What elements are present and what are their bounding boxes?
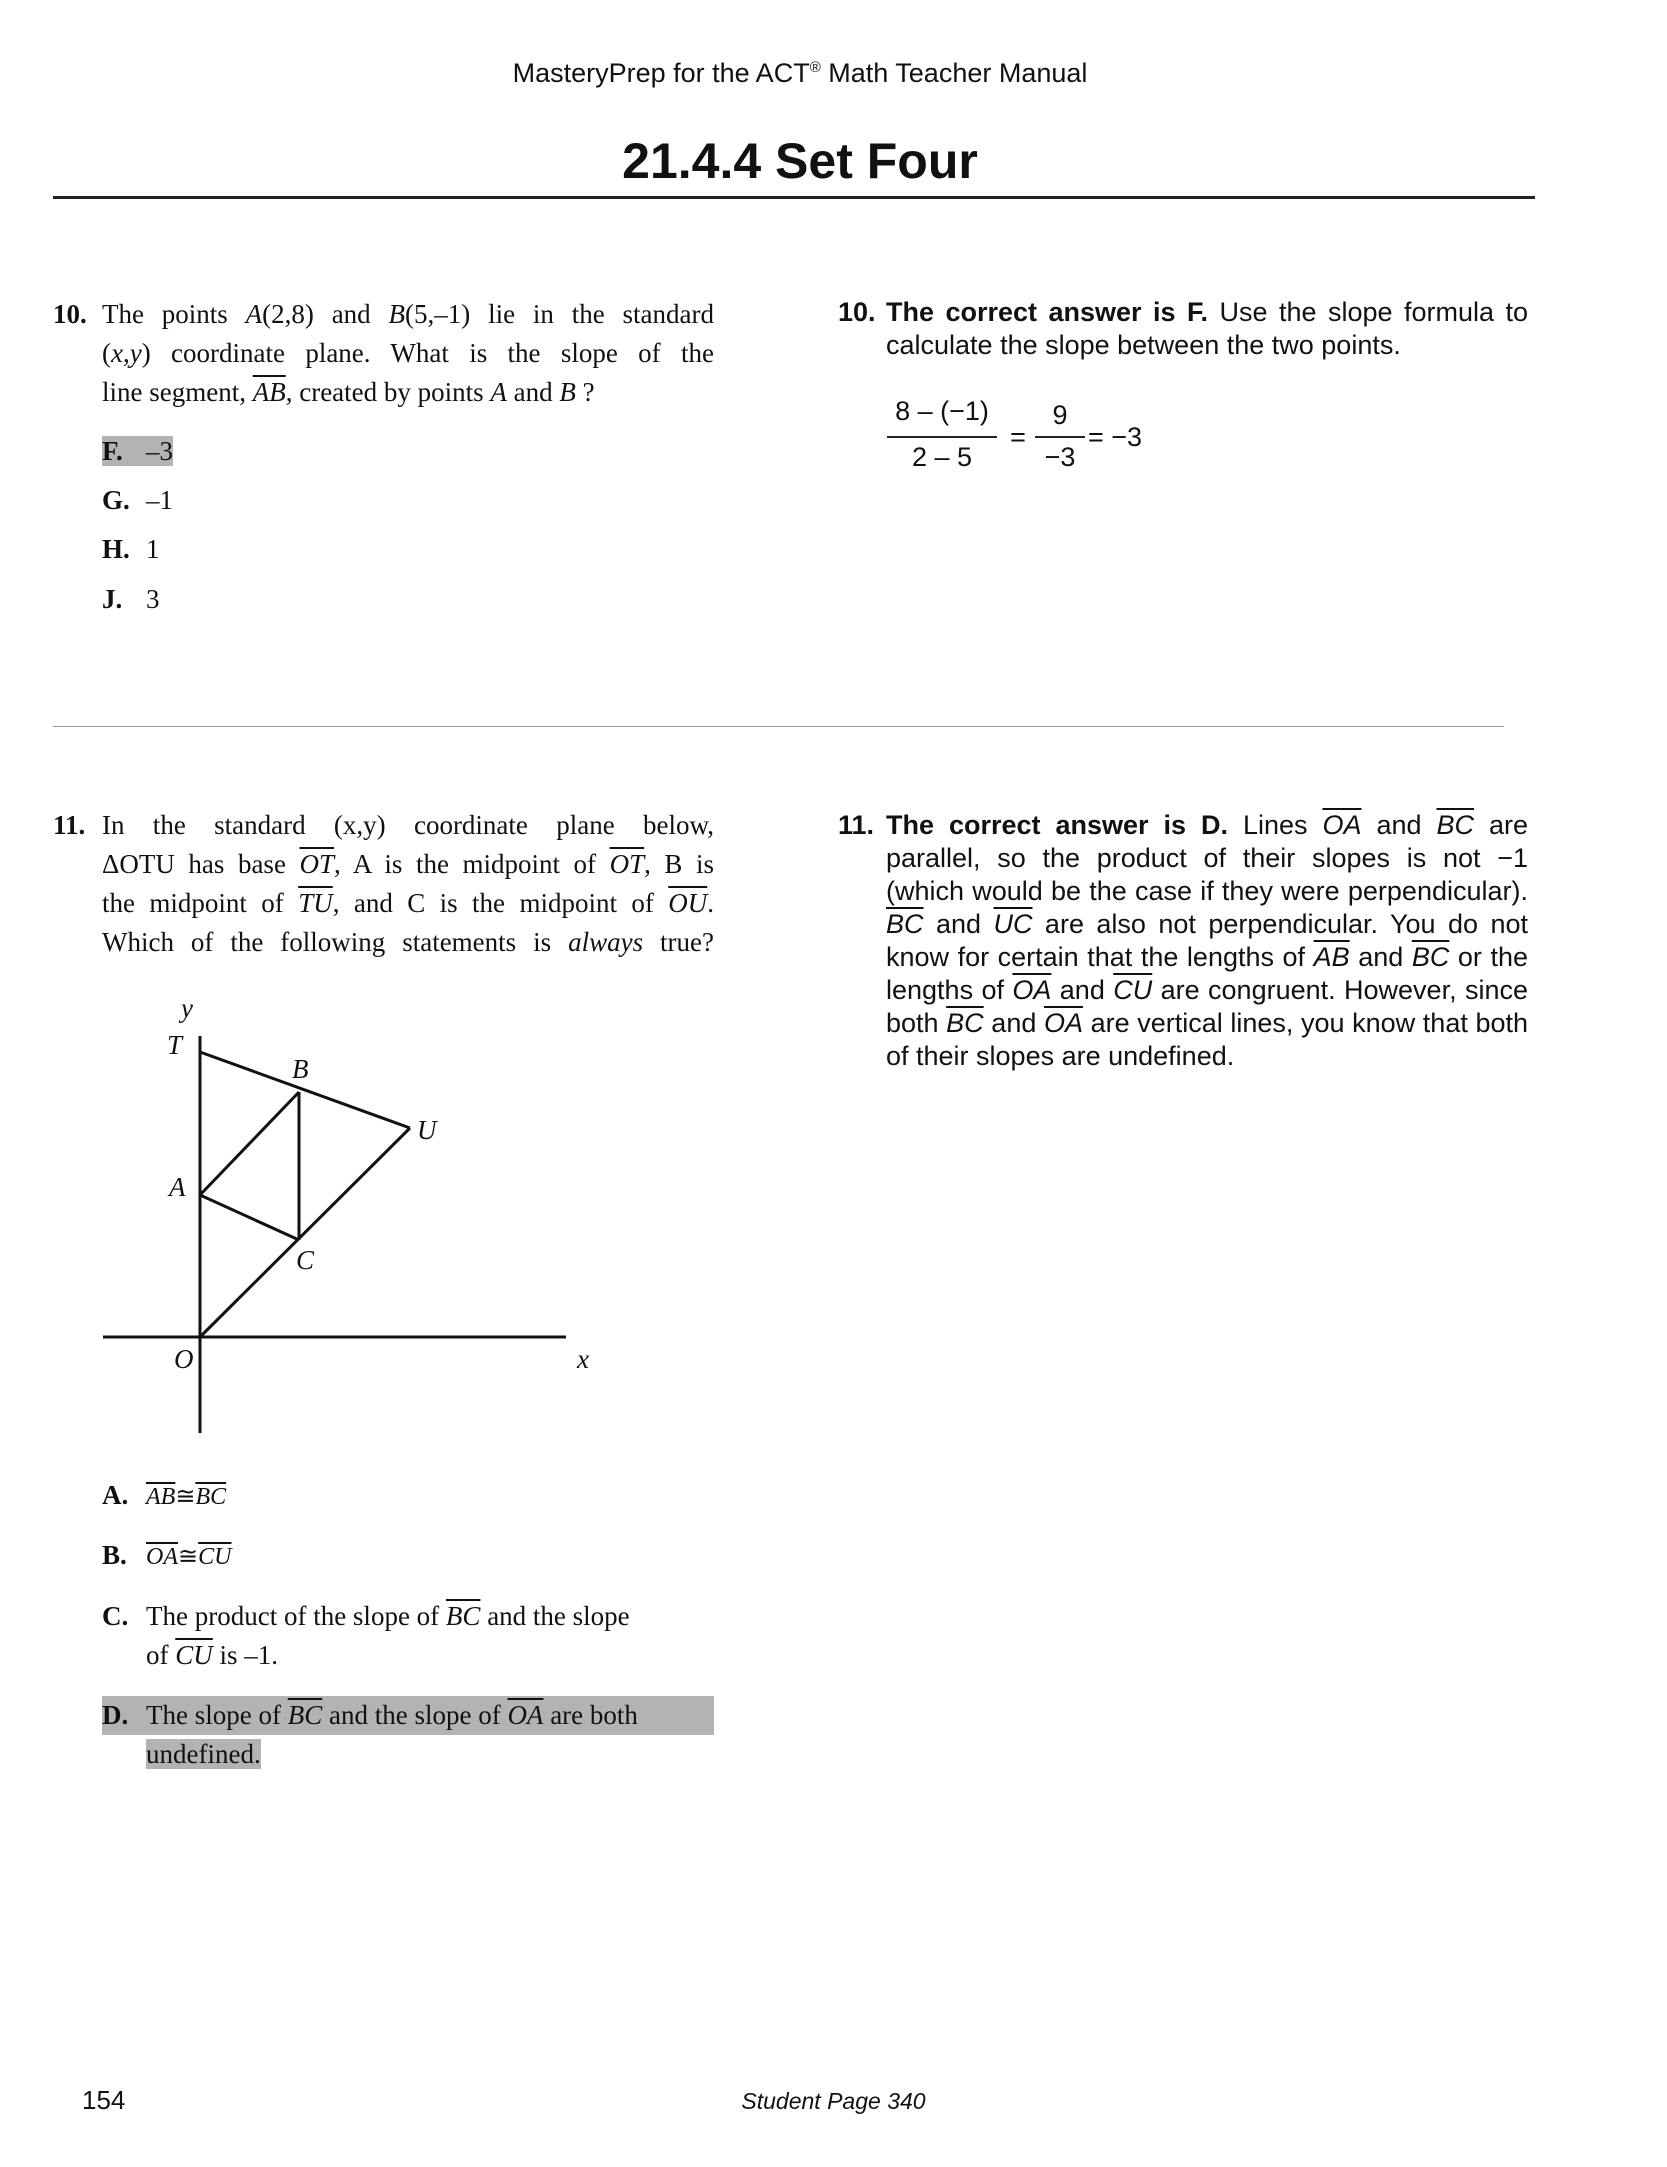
student-page-reference: Student Page 340 bbox=[741, 2088, 926, 2114]
page-number: 154 bbox=[82, 2085, 126, 2115]
graph-label-U: U bbox=[417, 1115, 437, 1145]
graph-label-C: C bbox=[296, 1245, 315, 1275]
q11-choice-d[interactable]: D. The slope of $\overline{BC}$ and the slope of $\overline{OA}$ are both undefined. bbox=[102, 1696, 714, 1774]
q10-frac2-denominator: −3 bbox=[1044, 442, 1076, 472]
q10-choice-j[interactable]: J. 3 bbox=[102, 584, 160, 614]
graph-label-A: A bbox=[169, 1172, 186, 1202]
q10-choice-f[interactable]: F. –3 bbox=[102, 436, 173, 466]
q10-frac1-bar bbox=[887, 436, 997, 438]
title-divider bbox=[53, 196, 1535, 199]
graph-label-y: y bbox=[181, 993, 193, 1023]
graph-label-O: O bbox=[174, 1344, 194, 1374]
segment-AC bbox=[200, 1195, 299, 1240]
q10-choice-g[interactable]: G. –1 bbox=[102, 485, 173, 515]
q10-choice-h[interactable]: H. 1 bbox=[102, 534, 160, 564]
q10-frac2-numerator: 9 bbox=[1052, 400, 1068, 430]
q11-answer: 11. The correct answer is D. Lines $\overline{OA}$ and $\overline{BC}$ are parallel, so the product of their slopes is not −1 (which would be the case if they were perpendicular). $\overline{BC}$ and $\overline{UC}$ are also not perpendicular. You do not know for certain that the lengths of $\overline{AB}$ and $\overline{BC}$ or the lengths of $\overline{OA}$ and $\overline{CU}$ are congruent. However, since both $\overline{BC}$ and $\overline{OA}$ are vertical lines, you know that both of their slopes are undefined. bbox=[838, 810, 1529, 1071]
q10-frac1-numerator: 8 – (−1) bbox=[895, 396, 989, 426]
q11-number: 11. bbox=[53, 810, 86, 840]
q11-choice-b[interactable]: B. $\overline{OA}≅\overline{CU}$ bbox=[102, 1540, 232, 1570]
graph-label-T: T bbox=[167, 1030, 183, 1060]
segment-AB bbox=[200, 1092, 299, 1195]
section-title: 21.4.4 Set Four bbox=[622, 133, 978, 189]
q10-equals: = bbox=[1010, 422, 1026, 452]
graph-label-B: B bbox=[292, 1054, 309, 1084]
q11-stem: In the standard (x,y) coordinate plane below, ΔOTU has base $\overline{OT}$, A is the midpoint of $\overline{OT}$, B is the midpoint of $\overline{TU}$, and C is the midpoint of $\overline{OU}$. Which of the following statements is always true? bbox=[102, 810, 714, 957]
q10-stem: The points A(2,8) and B(5,–1) lie in the standard (x,y) coordinate plane. What is the slope of the line segment, $\overline{AB}$, created by points A and B ? bbox=[102, 299, 714, 407]
segment-UO bbox=[200, 1128, 410, 1337]
q10-answer: 10. The correct answer is F. Use the slope formula to calculate the slope between the two points. bbox=[838, 297, 1528, 360]
section-divider bbox=[53, 726, 1504, 727]
q11-choice-c[interactable]: C. The product of the slope of $\overline{BC}$ and the slope of $\overline{CU}$ is –1. bbox=[102, 1601, 630, 1670]
q11-choice-a[interactable]: A. $\overline{AB}≅\overline{BC}$ bbox=[102, 1480, 227, 1510]
graph-label-x: x bbox=[577, 1344, 589, 1374]
q10-frac2-bar bbox=[1035, 436, 1085, 438]
q10-number: 10. bbox=[53, 299, 87, 329]
running-head: MasteryPrep for the ACT® Math Teacher Manual bbox=[512, 58, 1088, 88]
q10-frac1-denominator: 2 – 5 bbox=[911, 442, 973, 472]
q10-result: = −3 bbox=[1088, 422, 1143, 452]
